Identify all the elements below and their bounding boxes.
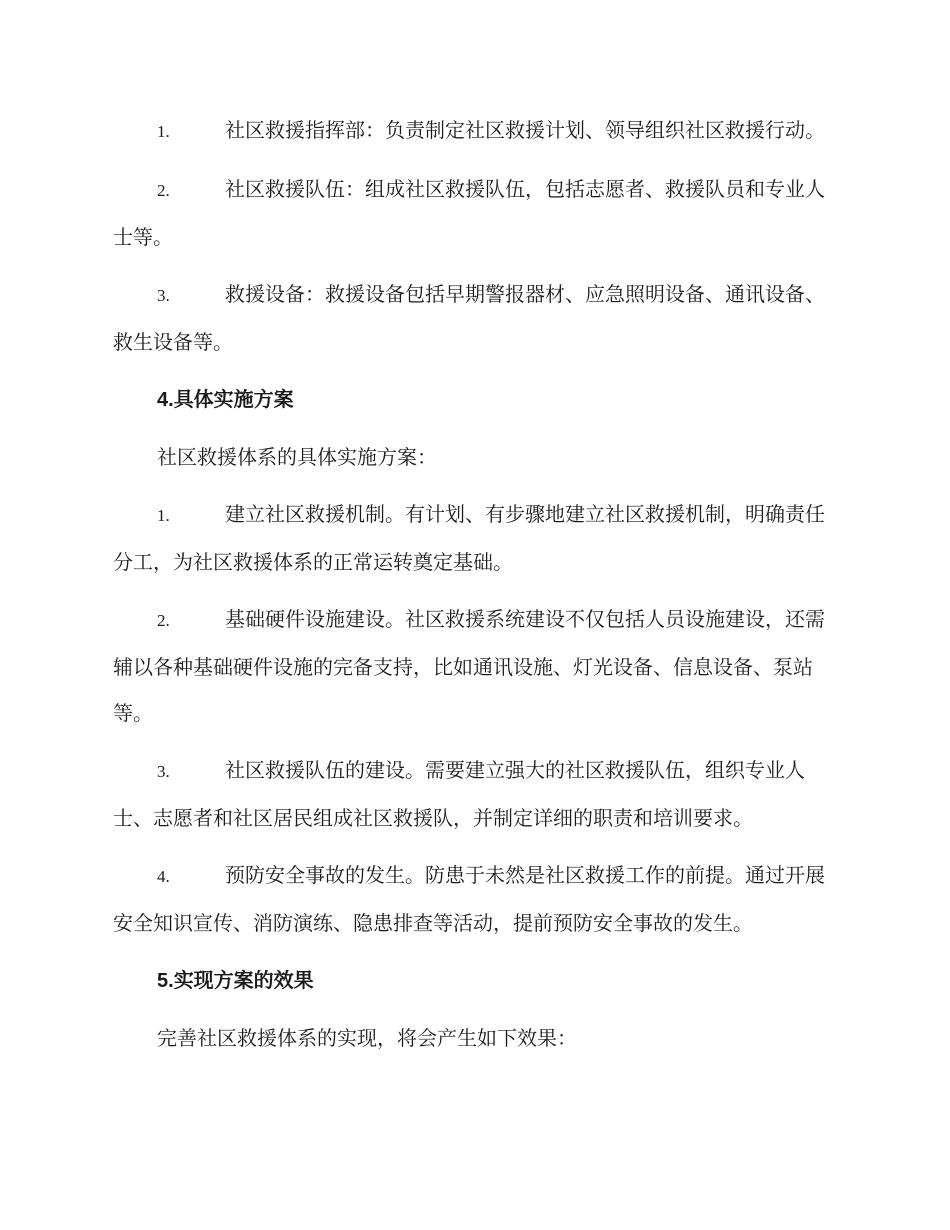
list-item (113, 491, 835, 585)
list-item (113, 107, 835, 155)
section-heading-title: 实现方案的效果 (173, 968, 314, 992)
section-heading (113, 376, 835, 423)
section-heading-title: 具体实施方案 (173, 387, 294, 411)
list-item-number: 3. (157, 762, 170, 781)
list-item (113, 852, 835, 946)
list-item-number: 1. (157, 506, 170, 525)
section-intro: 社区救援体系的具体实施方案： (157, 445, 437, 469)
list-item (113, 271, 835, 365)
list-item-number: 1. (157, 122, 170, 141)
list-item-number: 2. (157, 611, 170, 630)
list-item-text: 社区救援队伍：组成社区救援队伍，包括志愿者、救援队员和专业人士等。 (113, 177, 825, 249)
list-item (113, 166, 835, 260)
document-body (113, 107, 835, 1072)
section-heading (113, 957, 835, 1004)
list-item-text: 基础硬件设施建设。社区救援系统建设不仅包括人员设施建设，还需辅以各种基础硬件设施的完备支持，比如通讯设施、灯光设备、信息设备、泵站等。 (113, 607, 825, 725)
list-item-text: 救援设备：救援设备包括早期警报器材、应急照明设备、通讯设备、救生设备等。 (113, 282, 825, 354)
list-item-number: 4. (157, 867, 170, 886)
section-heading-number: 4. (157, 389, 174, 411)
list-item-text: 预防安全事故的发生。防患于未然是社区救援工作的前提。通过开展安全知识宣传、消防演练、隐患排查等活动，提前预防安全事故的发生。 (113, 863, 825, 935)
list-item-text: 建立社区救援机制。有计划、有步骤地建立社区救援机制，明确责任分工，为社区救援体系的正常运转奠定基础。 (113, 502, 825, 574)
list-item (113, 596, 835, 736)
list-item (113, 747, 835, 841)
list-item-text: 社区救援指挥部：负责制定社区救援计划、领导组织社区救援行动。 (225, 118, 825, 142)
list-item-text: 社区救援队伍的建设。需要建立强大的社区救援队伍，组织专业人士、志愿者和社区居民组成社区救援队，并制定详细的职责和培训要求。 (113, 758, 805, 830)
section-heading-number: 5. (157, 970, 174, 992)
list-item-number: 3. (157, 286, 170, 305)
section-intro: 完善社区救援体系的实现，将会产生如下效果： (157, 1026, 577, 1050)
list-item-number: 2. (157, 181, 170, 200)
